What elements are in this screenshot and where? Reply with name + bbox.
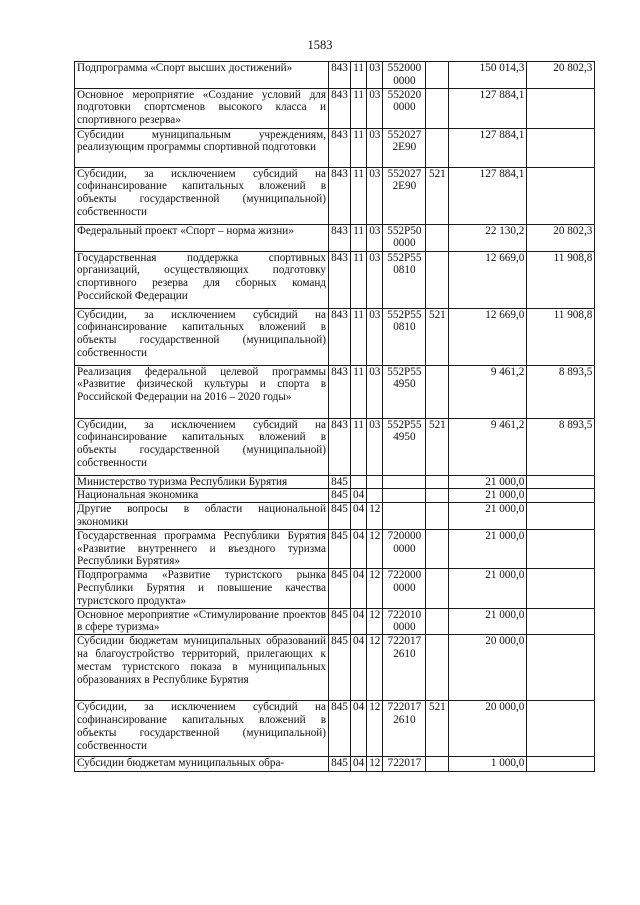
table-row	[75, 365, 595, 418]
expense-type-code	[426, 224, 449, 251]
line-item-name: Субсидии, за исключением субсидий на софинансирование капитальных вложений в объекты государственной (муниципальной) собственности	[75, 167, 329, 224]
section-code: 04	[351, 529, 367, 568]
line-item-name: Подпрограмма «Спорт высших достижений»	[75, 62, 329, 89]
ministry-code: 843	[329, 62, 351, 89]
line-item-name: Министерство туризма Республики Бурятия	[75, 475, 329, 489]
amount-federal: 8 893,5	[527, 418, 595, 475]
target-item-code: 552027 2E90	[383, 128, 426, 167]
ministry-code: 843	[329, 128, 351, 167]
section-code: 11	[351, 251, 367, 308]
target-item-code: 552P55 0810	[383, 251, 426, 308]
subsection-code: 03	[367, 365, 383, 418]
subsection-code: 12	[367, 701, 383, 757]
target-item-code: 552P55 4950	[383, 365, 426, 418]
section-code: 11	[351, 128, 367, 167]
subsection-code: 12	[367, 503, 383, 530]
expense-type-code	[426, 88, 449, 128]
ministry-code: 845	[329, 757, 351, 772]
ministry-code: 845	[329, 529, 351, 568]
amount-total: 9 461,2	[449, 365, 527, 418]
amount-federal	[527, 503, 595, 530]
subsection-code: 03	[367, 251, 383, 308]
expense-type-code: 521	[426, 308, 449, 365]
target-item-code	[383, 475, 426, 489]
subsection-code	[367, 489, 383, 503]
ministry-code: 845	[329, 503, 351, 530]
target-item-code: 720000 0000	[383, 529, 426, 568]
amount-federal: 11 908,8	[527, 308, 595, 365]
table-row	[75, 757, 595, 772]
table-row	[75, 529, 595, 568]
target-item-code: 552020 0000	[383, 88, 426, 128]
amount-total: 150 014,3	[449, 62, 527, 89]
target-item-code	[383, 489, 426, 503]
section-code: 04	[351, 701, 367, 757]
amount-total: 21 000,0	[449, 529, 527, 568]
ministry-code: 843	[329, 251, 351, 308]
amount-federal	[527, 475, 595, 489]
expense-type-code	[426, 503, 449, 530]
subsection-code: 03	[367, 167, 383, 224]
section-code: 04	[351, 489, 367, 503]
section-code: 11	[351, 224, 367, 251]
table-row	[75, 128, 595, 167]
subsection-code: 03	[367, 308, 383, 365]
line-item-name: Субсидии бюджетам муниципальных образований на благоустройство территорий, прилегающих к местам туристского показа в муниципальных образованиях в Республике Бурятия	[75, 635, 329, 701]
amount-federal: 20 802,3	[527, 62, 595, 89]
target-item-code: 552000 0000	[383, 62, 426, 89]
target-item-code	[383, 503, 426, 530]
amount-total: 127 884,1	[449, 167, 527, 224]
line-item-name: Другие вопросы в области национальной экономики	[75, 503, 329, 530]
ministry-code: 843	[329, 88, 351, 128]
table-row	[75, 608, 595, 635]
amount-federal: 20 802,3	[527, 224, 595, 251]
target-item-code: 722000 0000	[383, 569, 426, 608]
amount-federal	[527, 167, 595, 224]
line-item-name: Реализация федеральной целевой программы «Развитие физической культуры и спорта в Российской Федерации на 2016 – 2020 годы»	[75, 365, 329, 418]
expense-type-code: 521	[426, 167, 449, 224]
amount-total: 9 461,2	[449, 418, 527, 475]
table-row	[75, 569, 595, 608]
table-row	[75, 503, 595, 530]
subsection-code: 03	[367, 224, 383, 251]
table-row	[75, 308, 595, 365]
line-item-name: Субсидии бюджетам муниципальных обра-	[75, 757, 329, 772]
expense-type-code: 521	[426, 701, 449, 757]
subsection-code: 03	[367, 128, 383, 167]
section-code: 11	[351, 167, 367, 224]
amount-total: 21 000,0	[449, 608, 527, 635]
line-item-name: Государственная программа Республики Бурятия «Развитие внутреннего и въездного туризма Республики Бурятия»	[75, 529, 329, 568]
section-code: 04	[351, 608, 367, 635]
amount-federal: 11 908,8	[527, 251, 595, 308]
target-item-code: 552P50 0000	[383, 224, 426, 251]
amount-total: 127 884,1	[449, 88, 527, 128]
section-code: 04	[351, 569, 367, 608]
table-row	[75, 62, 595, 89]
amount-federal	[527, 701, 595, 757]
line-item-name: Субсидии, за исключением субсидий на софинансирование капитальных вложений в объекты государственной (муниципальной) собственности	[75, 418, 329, 475]
subsection-code: 03	[367, 418, 383, 475]
amount-total: 1 000,0	[449, 757, 527, 772]
section-code: 04	[351, 635, 367, 701]
target-item-code: 552P55 4950	[383, 418, 426, 475]
subsection-code: 12	[367, 757, 383, 772]
amount-federal	[527, 489, 595, 503]
amount-federal	[527, 88, 595, 128]
subsection-code: 12	[367, 635, 383, 701]
section-code: 11	[351, 418, 367, 475]
amount-federal	[527, 635, 595, 701]
table-row	[75, 251, 595, 308]
table-row	[75, 701, 595, 757]
line-item-name: Основное мероприятие «Создание условий для подготовки спортсменов высокого класса и спортивного резерва»	[75, 88, 329, 128]
amount-total: 21 000,0	[449, 569, 527, 608]
table-row	[75, 635, 595, 701]
ministry-code: 845	[329, 489, 351, 503]
ministry-code: 845	[329, 569, 351, 608]
expense-type-code	[426, 635, 449, 701]
budget-table-body	[75, 62, 595, 772]
amount-federal	[527, 529, 595, 568]
section-code: 04	[351, 757, 367, 772]
table-row	[75, 475, 595, 489]
subsection-code: 12	[367, 569, 383, 608]
section-code: 11	[351, 88, 367, 128]
expense-type-code	[426, 608, 449, 635]
ministry-code: 845	[329, 475, 351, 489]
ministry-code: 843	[329, 224, 351, 251]
expense-type-code	[426, 128, 449, 167]
amount-total: 127 884,1	[449, 128, 527, 167]
line-item-name: Субсидии, за исключением субсидий на софинансирование капитальных вложений в объекты государственной (муниципальной) собственности	[75, 308, 329, 365]
expense-type-code: 521	[426, 418, 449, 475]
section-code: 04	[351, 503, 367, 530]
target-item-code: 552027 2E90	[383, 167, 426, 224]
section-code: 11	[351, 365, 367, 418]
subsection-code: 12	[367, 608, 383, 635]
expense-type-code	[426, 489, 449, 503]
amount-total: 22 130,2	[449, 224, 527, 251]
target-item-code: 722010 0000	[383, 608, 426, 635]
ministry-code: 843	[329, 167, 351, 224]
line-item-name: Субсидии муниципальным учреждениям, реализующим программы спортивной подготовки	[75, 128, 329, 167]
expense-type-code	[426, 529, 449, 568]
amount-total: 20 000,0	[449, 635, 527, 701]
page-number: 1583	[307, 38, 333, 52]
table-row	[75, 418, 595, 475]
section-code: 11	[351, 62, 367, 89]
target-item-code: 722017	[383, 757, 426, 772]
line-item-name: Национальная экономика	[75, 489, 329, 503]
amount-federal	[527, 128, 595, 167]
line-item-name: Федеральный проект «Спорт – норма жизни»	[75, 224, 329, 251]
budget-table	[74, 61, 595, 772]
amount-total: 20 000,0	[449, 701, 527, 757]
amount-total: 21 000,0	[449, 489, 527, 503]
amount-federal: 8 893,5	[527, 365, 595, 418]
section-code	[351, 475, 367, 489]
amount-total: 21 000,0	[449, 503, 527, 530]
ministry-code: 845	[329, 635, 351, 701]
section-code: 11	[351, 308, 367, 365]
expense-type-code	[426, 251, 449, 308]
amount-total: 21 000,0	[449, 475, 527, 489]
expense-type-code	[426, 365, 449, 418]
line-item-name: Государственная поддержка спортивных организаций, осуществляющих подготовку спортивного резерва для сборных команд Российской Федерации	[75, 251, 329, 308]
target-item-code: 722017 2610	[383, 701, 426, 757]
expense-type-code	[426, 62, 449, 89]
amount-federal	[527, 757, 595, 772]
subsection-code: 12	[367, 529, 383, 568]
amount-total: 12 669,0	[449, 308, 527, 365]
ministry-code: 845	[329, 701, 351, 757]
ministry-code: 843	[329, 308, 351, 365]
subsection-code	[367, 475, 383, 489]
subsection-code: 03	[367, 62, 383, 89]
ministry-code: 843	[329, 418, 351, 475]
expense-type-code	[426, 569, 449, 608]
table-row	[75, 167, 595, 224]
amount-total: 12 669,0	[449, 251, 527, 308]
expense-type-code	[426, 475, 449, 489]
line-item-name: Субсидии, за исключением субсидий на софинансирование капитальных вложений в объекты государственной (муниципальной) собственности	[75, 701, 329, 757]
expense-type-code	[426, 757, 449, 772]
amount-federal	[527, 608, 595, 635]
subsection-code: 03	[367, 88, 383, 128]
target-item-code: 722017 2610	[383, 635, 426, 701]
target-item-code: 552P55 0810	[383, 308, 426, 365]
line-item-name: Основное мероприятие «Стимулирование проектов в сфере туризма»	[75, 608, 329, 635]
ministry-code: 843	[329, 365, 351, 418]
table-row	[75, 224, 595, 251]
table-row	[75, 489, 595, 503]
table-row	[75, 88, 595, 128]
amount-federal	[527, 569, 595, 608]
line-item-name: Подпрограмма «Развитие туристского рынка Республики Бурятия и повышение качества туристского продукта»	[75, 569, 329, 608]
ministry-code: 845	[329, 608, 351, 635]
